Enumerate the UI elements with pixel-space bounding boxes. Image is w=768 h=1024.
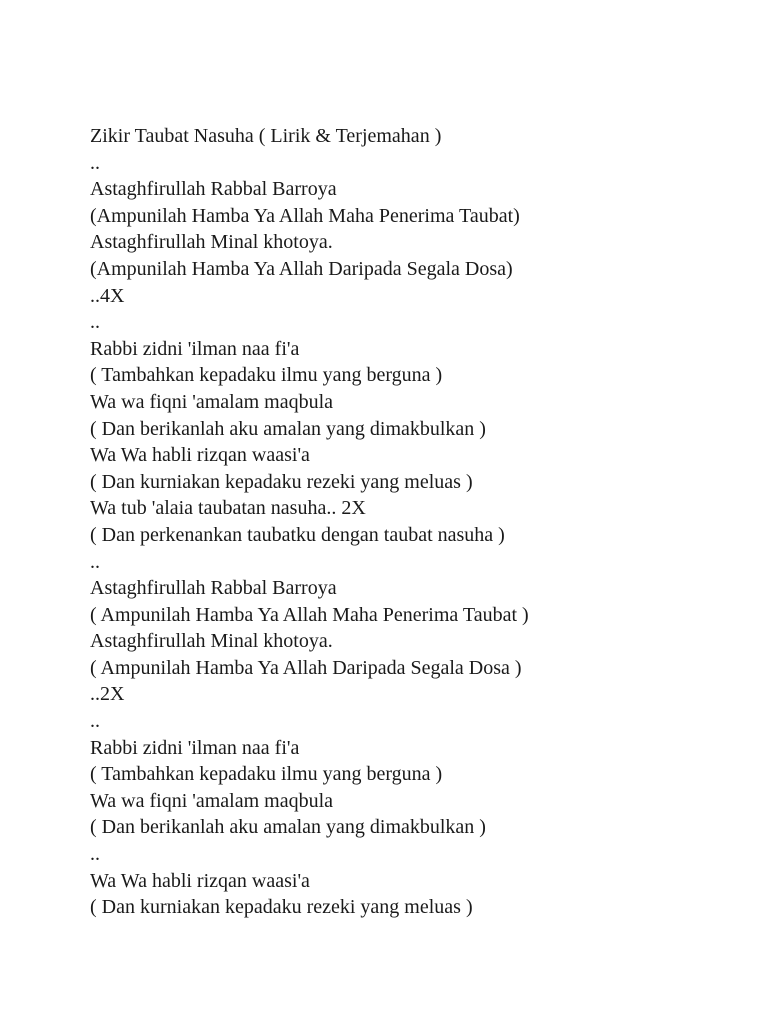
lyric-line: ( Dan berikanlah aku amalan yang dimakbulkan ) <box>90 417 486 440</box>
lyric-line: Astaghfirullah Minal khotoya. <box>90 630 333 653</box>
lyric-line: ( Ampunilah Hamba Ya Allah Maha Penerima Taubat ) <box>90 603 529 626</box>
lyric-line: Wa Wa habli rizqan waasi'a <box>90 444 310 467</box>
lyric-line: .. <box>90 710 100 733</box>
lyric-line: ..4X <box>90 284 125 307</box>
lyric-line: Wa wa fiqni 'amalam maqbula <box>90 390 334 413</box>
lyric-line: .. <box>90 311 100 334</box>
lyric-line: ( Dan berikanlah aku amalan yang dimakbulkan ) <box>90 816 486 839</box>
lyrics-text-block <box>90 123 730 921</box>
lyric-line: ( Dan kurniakan kepadaku rezeki yang meluas ) <box>90 470 473 493</box>
lyric-line: .. <box>90 550 100 573</box>
lyric-line: Wa wa fiqni 'amalam maqbula <box>90 789 334 812</box>
lyric-line: ( Tambahkan kepadaku ilmu yang berguna ) <box>90 763 443 786</box>
lyric-line: Astaghfirullah Minal khotoya. <box>90 231 333 254</box>
lyric-line: ( Ampunilah Hamba Ya Allah Daripada Segala Dosa ) <box>90 656 522 679</box>
lyric-line: Rabbi zidni 'ilman naa fi'a <box>90 337 300 360</box>
document-title: Zikir Taubat Nasuha ( Lirik & Terjemahan ) <box>90 125 442 147</box>
lyric-line: Wa tub 'alaia taubatan nasuha.. 2X <box>90 497 366 520</box>
lyric-line: Rabbi zidni 'ilman naa fi'a <box>90 736 300 759</box>
lyric-line: (Ampunilah Hamba Ya Allah Daripada Segala Dosa) <box>90 257 513 280</box>
lyric-line: (Ampunilah Hamba Ya Allah Maha Penerima Taubat) <box>90 204 520 227</box>
lyric-line: ( Dan perkenankan taubatku dengan taubat nasuha ) <box>90 523 505 546</box>
lyric-line: Astaghfirullah Rabbal Barroya <box>90 577 337 600</box>
lyric-line: ..2X <box>90 683 125 706</box>
lyric-line: .. <box>90 843 100 866</box>
lyric-line: ( Tambahkan kepadaku ilmu yang berguna ) <box>90 364 443 387</box>
lyric-line: ( Dan kurniakan kepadaku rezeki yang meluas ) <box>90 896 473 919</box>
lyric-line: Wa Wa habli rizqan waasi'a <box>90 869 310 892</box>
lyric-line: .. <box>90 151 100 174</box>
lyric-line: Astaghfirullah Rabbal Barroya <box>90 178 337 201</box>
